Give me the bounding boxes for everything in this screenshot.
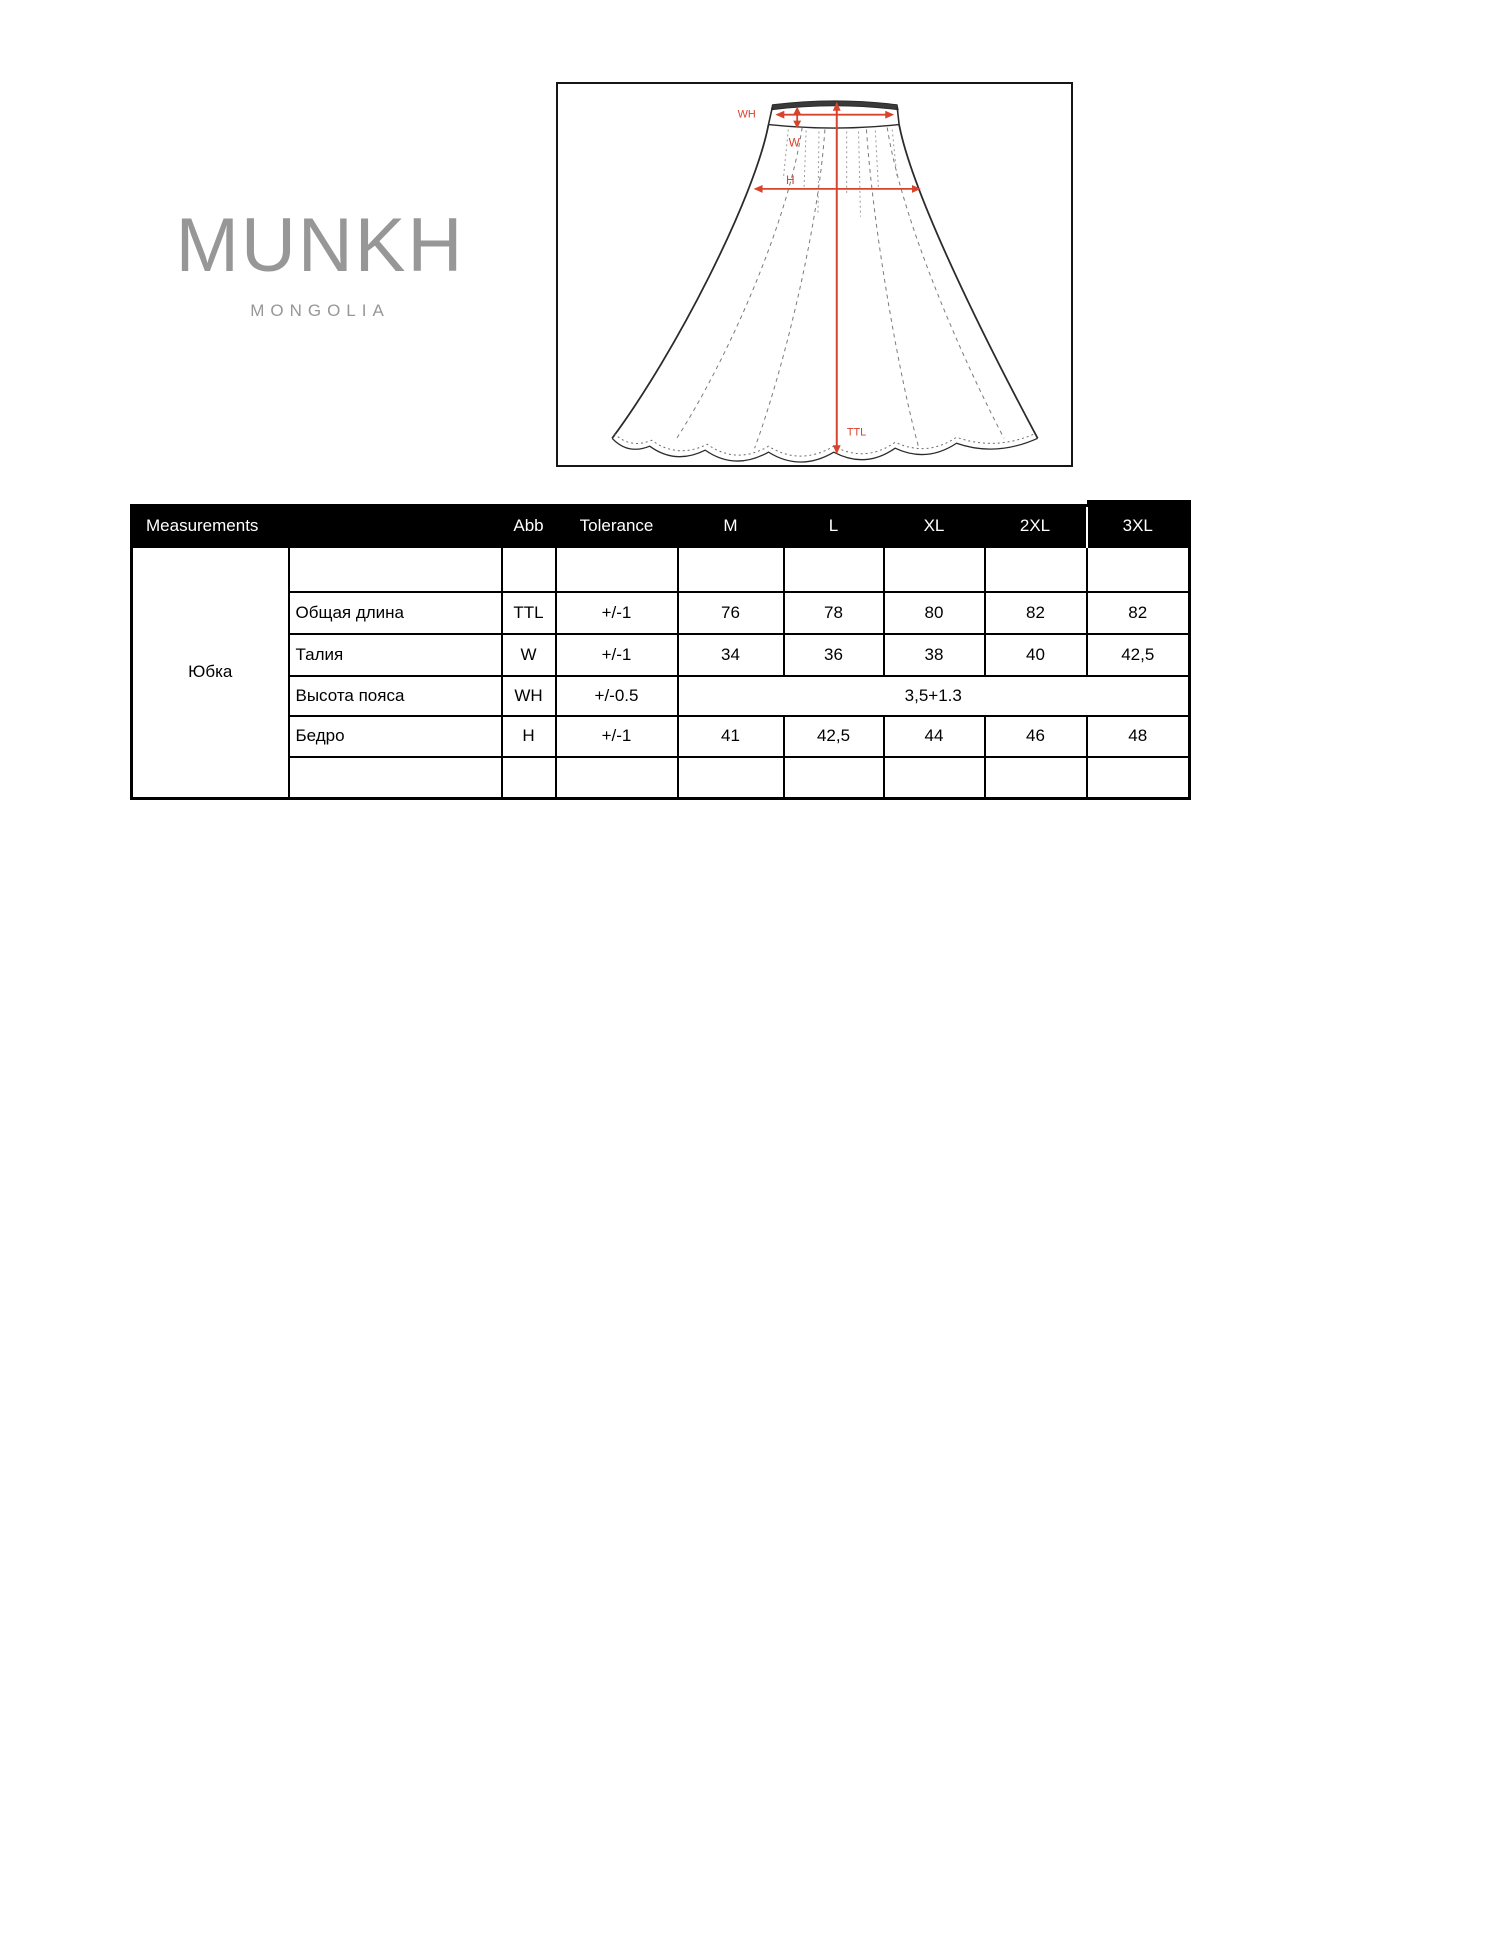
empty-cell — [784, 547, 884, 592]
brand-name: MUNKH — [175, 203, 465, 288]
measure-tolerance: +/-1 — [556, 634, 678, 676]
value-l: 42,5 — [784, 716, 884, 757]
ttl-arrow — [833, 102, 841, 454]
measure-abb: W — [502, 634, 556, 676]
skirt-drawing — [558, 84, 1071, 465]
empty-cell — [1087, 547, 1190, 592]
merged-value-all-sizes: 3,5+1.3 — [678, 676, 1190, 716]
value-xl: 80 — [884, 592, 985, 634]
table-header-row — [132, 506, 1190, 547]
value-m: 76 — [678, 592, 784, 634]
header-abb: Abb — [502, 506, 556, 547]
panel-seams — [675, 128, 1004, 449]
skirt-diagram-frame — [556, 82, 1073, 467]
value-3xl: 42,5 — [1087, 634, 1190, 676]
empty-cell — [556, 757, 678, 799]
empty-cell — [556, 547, 678, 592]
measure-tolerance: +/-0.5 — [556, 676, 678, 716]
empty-cell — [985, 547, 1087, 592]
value-l: 36 — [784, 634, 884, 676]
measurements-table — [130, 504, 1191, 800]
measure-annotations — [738, 102, 921, 454]
value-2xl: 46 — [985, 716, 1087, 757]
measure-abb: TTL — [502, 592, 556, 634]
value-2xl: 82 — [985, 592, 1087, 634]
table-row — [132, 716, 1190, 757]
empty-cell — [502, 757, 556, 799]
wh-arrow — [775, 111, 894, 119]
table-row — [132, 547, 1190, 592]
measure-abb: WH — [502, 676, 556, 716]
header-size-xl: XL — [884, 506, 985, 547]
brand-country: MONGOLIA — [250, 301, 390, 320]
gather-marks — [783, 130, 897, 217]
table-row — [132, 634, 1190, 676]
empty-cell — [678, 547, 784, 592]
w-arrow — [793, 107, 801, 129]
value-3xl: 48 — [1087, 716, 1190, 757]
value-xl: 38 — [884, 634, 985, 676]
category-cell: Юбка — [132, 547, 289, 799]
header-size-2xl: 2XL — [985, 506, 1087, 547]
skirt-body — [612, 125, 1038, 462]
table-row — [132, 676, 1190, 716]
empty-cell — [678, 757, 784, 799]
measure-tolerance: +/-1 — [556, 592, 678, 634]
measure-name: Талия — [289, 634, 502, 676]
empty-cell — [884, 547, 985, 592]
value-m: 34 — [678, 634, 784, 676]
header-size-l: L — [784, 506, 884, 547]
table-row — [132, 592, 1190, 634]
measure-name: Высота пояса — [289, 676, 502, 716]
measure-name: Бедро — [289, 716, 502, 757]
brand-logo — [155, 203, 485, 321]
header-size-m: M — [678, 506, 784, 547]
empty-cell — [502, 547, 556, 592]
w-label: W — [788, 135, 800, 150]
measure-tolerance: +/-1 — [556, 716, 678, 757]
empty-name-cell — [289, 757, 502, 799]
value-m: 41 — [678, 716, 784, 757]
value-l: 78 — [784, 592, 884, 634]
measure-name: Общая длина — [289, 592, 502, 634]
empty-cell — [884, 757, 985, 799]
ttl-label: TTL — [846, 426, 867, 439]
empty-name-cell — [289, 547, 502, 592]
empty-cell — [784, 757, 884, 799]
measure-abb: H — [502, 716, 556, 757]
h-label: H — [785, 172, 795, 187]
wh-label: WH — [737, 108, 756, 121]
header-measurements: Measurements — [132, 506, 502, 547]
empty-cell — [985, 757, 1087, 799]
header-tolerance: Tolerance — [556, 506, 678, 547]
value-3xl: 82 — [1087, 592, 1190, 634]
empty-cell — [1087, 757, 1190, 799]
value-xl: 44 — [884, 716, 985, 757]
value-2xl: 40 — [985, 634, 1087, 676]
header-size-3xl: 3XL — [1087, 506, 1190, 547]
table-row — [132, 757, 1190, 799]
